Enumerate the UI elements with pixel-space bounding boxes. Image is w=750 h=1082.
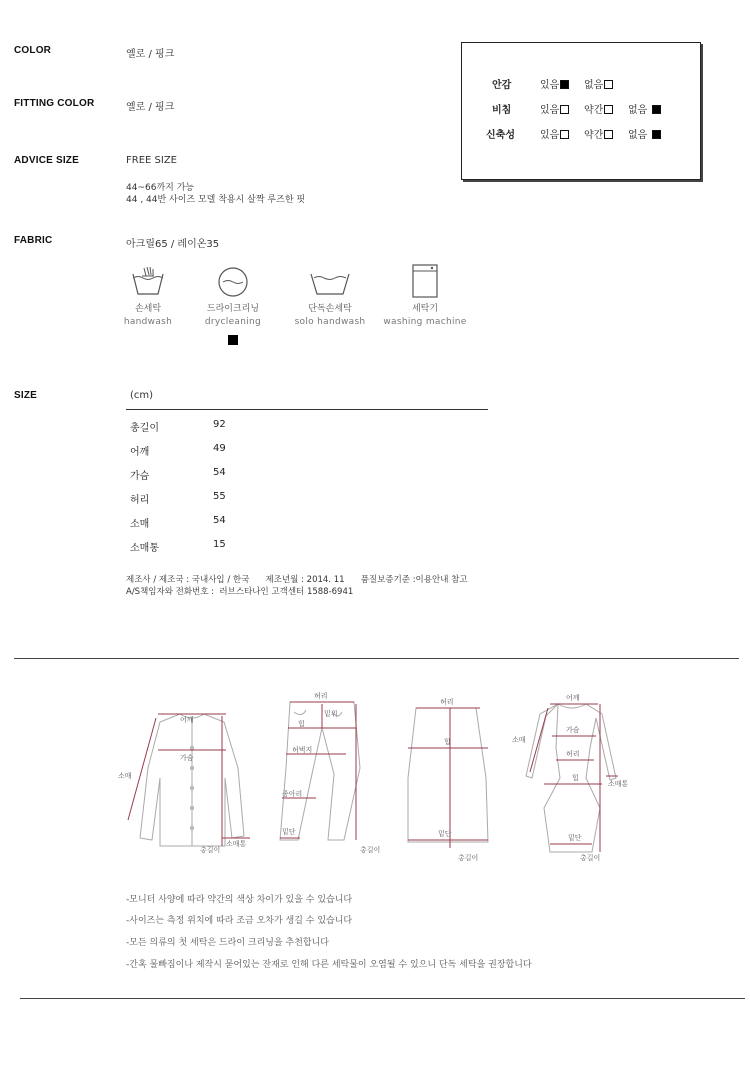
checkbox-empty-icon: [560, 130, 569, 139]
label-sleeve-width: 소매통: [226, 840, 247, 848]
label-hip: 힙: [572, 774, 579, 782]
care-handwash-kr: 손세탁: [134, 304, 162, 314]
care-drycleaning-en: drycleaning: [204, 317, 262, 327]
section-divider: [14, 658, 739, 659]
maker-line2: A/S책임자와 전화번호 : 러브스타나인 고객센터 1588-6941: [126, 587, 354, 597]
drycleaning-icon: [215, 264, 251, 298]
bottom-divider: [20, 998, 745, 999]
checkbox-empty-icon: [604, 105, 613, 114]
label-total-length: 총길이: [360, 846, 381, 854]
table-row: 소매 54: [130, 515, 226, 530]
label-hem: 밑단: [438, 830, 452, 838]
size-divider: [126, 409, 488, 410]
label-thigh: 허벅지: [292, 746, 313, 754]
advice-size-note1: 44~66까지 가능: [126, 183, 195, 193]
fabric-label: FABRIC: [14, 235, 53, 246]
stretch-opt-no: 없음: [628, 126, 661, 141]
label-chest: 가슴: [180, 754, 194, 762]
label-shoulder: 어깨: [566, 694, 580, 702]
label-hem: 밑단: [568, 834, 582, 842]
handwash-icon: [130, 264, 166, 298]
checkbox-checked-icon: [652, 105, 661, 114]
lining-name: 안감: [492, 80, 512, 91]
stretch-row: [462, 126, 700, 142]
washing-machine-icon: [407, 264, 443, 298]
label-sleeve-width: 소매통: [608, 780, 629, 788]
care-drycleaning-kr: 드라이크리닝: [206, 304, 260, 314]
care-solo-handwash: [285, 264, 375, 327]
label-hip: 힙: [444, 738, 451, 746]
table-row: 가슴 54: [130, 467, 226, 482]
measurement-diagram: [110, 688, 650, 868]
lining-row: [462, 76, 700, 92]
stretch-name: 신축성: [486, 130, 515, 141]
stretch-opt-some: 약간: [584, 126, 613, 141]
label-chest: 가슴: [566, 726, 580, 734]
checkbox-checked-icon: [652, 130, 661, 139]
label-crotch: 밑위: [324, 710, 338, 718]
color-value: 옐로 / 핑크: [126, 49, 175, 60]
lining-opt-no: 없음: [584, 76, 613, 91]
table-row: 소매통 15: [130, 539, 226, 554]
care-solo-handwash-kr: 단독손세탁: [308, 304, 352, 314]
checkbox-empty-icon: [604, 80, 613, 89]
advice-size-note2: 44 , 44반 사이즈 모델 착용시 살짝 루즈한 핏: [126, 195, 306, 205]
skirt-drawing: [408, 708, 488, 842]
care-drycleaning: [188, 264, 278, 345]
table-row: 허리 55: [130, 491, 226, 506]
see-through-opt-some: 약간: [584, 101, 613, 116]
care-handwash: [103, 264, 193, 327]
pants-drawing: [280, 702, 360, 840]
lining-opt-yes: 있음: [540, 76, 569, 91]
label-hem: 밑단: [282, 828, 296, 836]
see-through-opt-yes: 있음: [540, 101, 569, 116]
checkbox-empty-icon: [604, 130, 613, 139]
skirt-measure-lines: [408, 708, 488, 848]
label-waist: 허리: [566, 750, 580, 758]
selected-marker-icon: [228, 335, 238, 345]
label-total-length: 총길이: [458, 854, 479, 862]
advice-size-label: ADVICE SIZE: [14, 155, 79, 166]
see-through-row: [462, 101, 700, 117]
checkbox-checked-icon: [560, 80, 569, 89]
care-solo-handwash-en: solo handwash: [294, 317, 366, 327]
fabric-value: 아크릴65 / 레이온35: [126, 239, 220, 250]
care-washing-machine: [380, 264, 470, 327]
table-row: 총길이 92: [130, 419, 226, 434]
care-handwash-en: handwash: [123, 317, 173, 327]
fitting-color-label: FITTING COLOR: [14, 98, 95, 109]
label-hip: 힙: [298, 720, 305, 728]
advice-size-value: FREE SIZE: [126, 155, 177, 166]
properties-box: [461, 42, 701, 180]
note-4: -간혹 물빠짐이나 제작시 묻어있는 잔재로 인해 다른 세탁물이 오염될 수 있으니 단독 세탁을 권장합니다: [126, 960, 532, 970]
label-waist: 허리: [440, 698, 454, 706]
note-3: -모든 의류의 첫 세탁은 드라이 크리닝을 추천합니다: [126, 938, 329, 948]
size-unit: (cm): [130, 390, 154, 401]
size-label: SIZE: [14, 390, 38, 401]
note-1: -모니터 사양에 따라 약간의 색상 차이가 있을 수 있습니다: [126, 895, 353, 905]
fitting-color-value: 옐로 / 핑크: [126, 102, 175, 113]
label-sleeve: 소매: [512, 736, 526, 744]
label-knee: 종아리: [282, 790, 303, 798]
solo-handwash-icon: [308, 264, 352, 298]
label-total-length: 총길이: [200, 846, 221, 854]
care-washing-machine-en: washing machine: [383, 317, 467, 327]
pants-measure-lines: [280, 702, 356, 840]
label-sleeve: 소매: [118, 772, 132, 780]
see-through-opt-no: 없음: [628, 101, 661, 116]
care-washing-machine-kr: 세탁기: [411, 304, 439, 314]
see-through-name: 비침: [492, 105, 512, 116]
color-label: COLOR: [14, 45, 52, 56]
label-waist: 허리: [314, 692, 328, 700]
checkbox-empty-icon: [560, 105, 569, 114]
shirt-drawing: [140, 714, 244, 846]
stretch-opt-yes: 있음: [540, 126, 569, 141]
note-2: -사이즈는 측정 위치에 따라 조금 오차가 생길 수 있습니다: [126, 916, 353, 926]
table-row: 어깨 49: [130, 443, 226, 458]
maker-line1: 제조사 / 제조국 : 국내사입 / 한국 제조년월 : 2014. 11 품질보증기준 :이용안내 참고: [126, 575, 468, 585]
label-shoulder: 어깨: [180, 716, 194, 724]
label-total-length: 총길이: [580, 854, 601, 862]
